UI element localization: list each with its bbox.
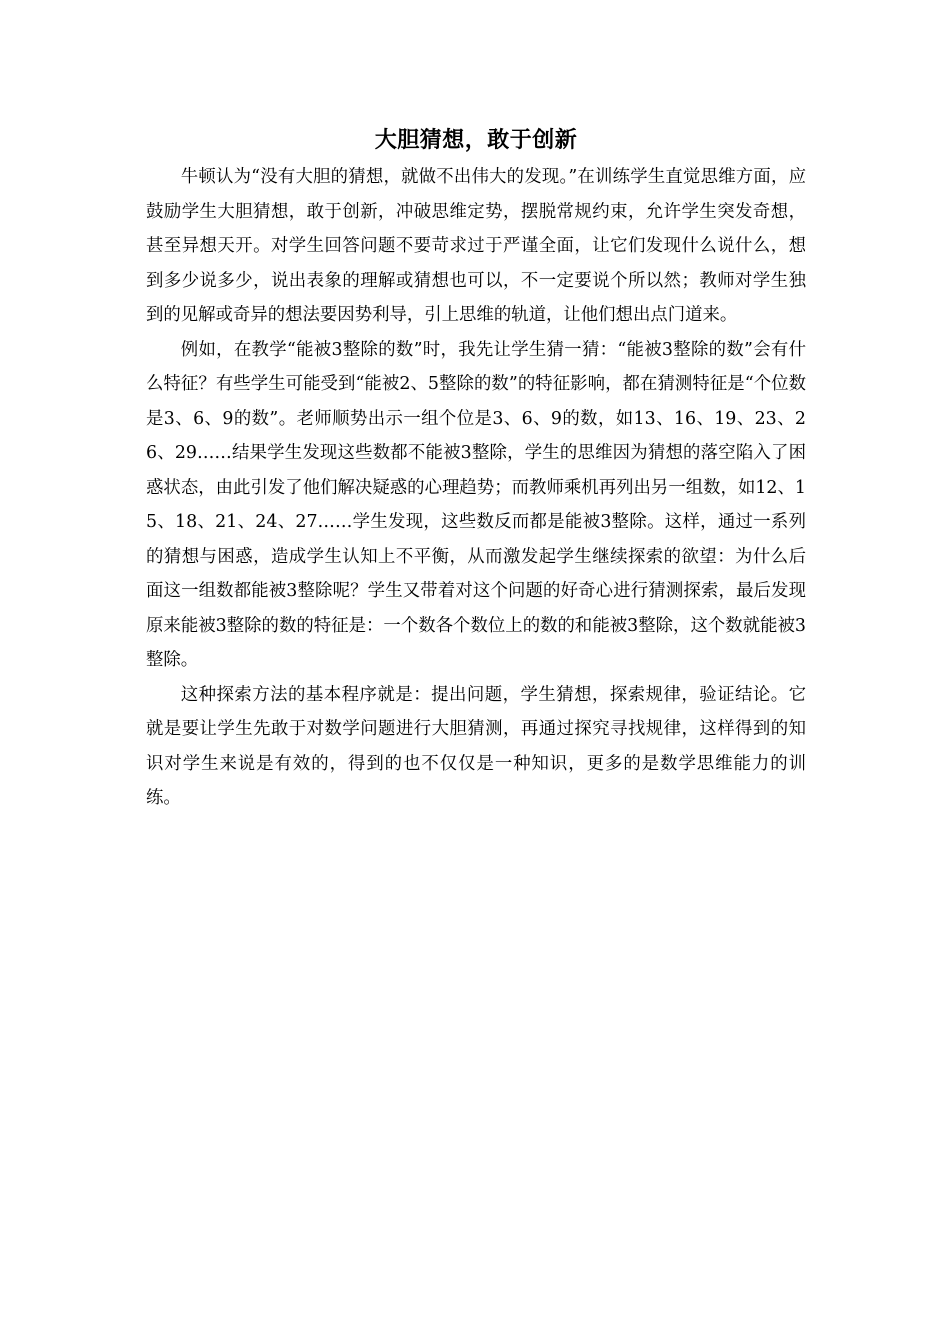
paragraph-newton-quote: 牛顿认为“没有大胆的猜想，就做不出伟大的发现。”在训练学生直觉思维方面，应鼓励学生大胆猜想，敢于创新，冲破思维定势，摆脱常规约束，允许学生突发奇想，甚至异想天开。对学生回答问题不要苛求过于严谨全面，让它们发现什么说什么，想到多少说多少，说出表象的理解或猜想也可以，不一定要说个所以然；教师对学生独到的见解或奇异的想法要因势利导，引上思维的轨道，让他们想出点门道来。: [146, 167, 806, 325]
document-title: 大胆猜想，敢于创新: [374, 128, 578, 153]
paragraph-divisible-by-3-example: 例如，在教学“能被3整除的数”时，我先让学生猜一猜：“能被3整除的数”会有什么特征？有些学生可能受到“能被2、5整除的数”的特征影响，都在猜测特征是“个位数是3、6、9的数”。老师顺势出示一组个位是3、6、9的数，如13、16、19、23、26、29……结果学生发现这些数都不能被3整除，学生的思维因为猜想的落空陷入了困惑状态，由此引发了他们解决疑惑的心理趋势；而教师乘机再列出另一组数，如12、15、18、21、24、27……学生发现，这些数反而都是能被3整除。这样，通过一系列的猜想与困惑，造成学生认知上不平衡，从而激发起学生继续探索的欲望：为什么后面这一组数都能被3整除呢？学生又带着对这个问题的好奇心进行猜测探索，最后发现原来能被3整除的数的特征是：一个数各个数位上的数的和能被3整除，这个数就能被3整除。: [146, 339, 806, 670]
paragraph-exploration-method: 这种探索方法的基本程序就是：提出问题，学生猜想，探索规律，验证结论。它就是要让学生先敢于对数学问题进行大胆猜测，再通过探究寻找规律，这样得到的知识对学生来说是有效的，得到的也不仅仅是一种知识，更多的是数学思维能力的训练。: [146, 684, 806, 808]
document-body: [146, 126, 806, 816]
